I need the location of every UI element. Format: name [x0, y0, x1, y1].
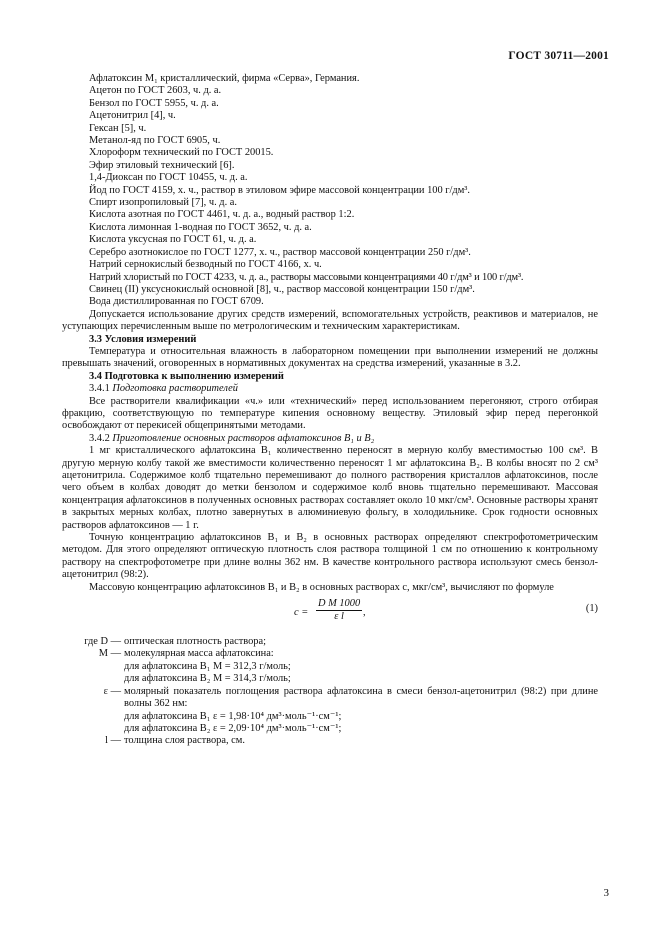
reagent-item: Хлороформ технический по ГОСТ 20015. — [89, 147, 274, 159]
definition-line: толщина слоя раствора, см. — [124, 735, 245, 747]
formula-number: (1) — [585, 603, 598, 615]
section-number: 3.4.1 — [89, 383, 110, 395]
reagent-item: Натрий сернокислый безводный по ГОСТ 4166, х. ч. — [89, 259, 322, 271]
reagent-item: Свинец (II) уксуснокислый основной [8], ч., раствор массовой концентрации 150 г/дм³. — [89, 283, 475, 295]
reagent-item: Натрий хлористый по ГОСТ 4233, ч. д. а., растворы массовыми концентрациями 40 г/дм³ и 100 г/дм³. — [89, 271, 524, 283]
definition-term: l — — [105, 735, 121, 747]
reagent-item: 1,4-Диоксан по ГОСТ 10455, ч. д. а. — [89, 172, 248, 184]
definition-text — [124, 648, 598, 685]
reagent-item: Кислота лимонная 1-водная по ГОСТ 3652, ч. д. а. — [89, 221, 312, 233]
formula-numerator: D M 1000 — [316, 598, 362, 611]
definition-line: для афлатоксина B₂ ε = 2,09·10⁴ дм³·моль⁻¹·см⁻¹; — [124, 722, 342, 734]
section-3-3-text: Температура и относительная влажность в лабораторном помещении при выполнении измерений не должны превышать значений, оговоренных в нормативных документах на средства измерений, указанные в 3.2. — [62, 345, 598, 370]
section-number: 3.4.2 — [89, 432, 110, 444]
section-3-4-heading: 3.4 Подготовка к выполнению измерений — [89, 370, 284, 382]
reagent-item: Бензол по ГОСТ 5955, ч. д. а. — [89, 97, 219, 109]
running-header: ГОСТ 30711—2001 — [508, 50, 609, 62]
reagent-item: Ацетонитрил [4], ч. — [89, 110, 176, 122]
formula-fraction — [316, 598, 362, 624]
variable-definitions — [62, 636, 598, 748]
definition-text — [124, 735, 598, 747]
paragraph-stock-preparation: 1 мг кристаллического афлатоксина B₁ количественно переносят в мерную колбу вместимостью 100 см³. В другую мерную колбу такой же вместимости количественно переносят 1 мг афлатоксина B₂. В колбы вносят по 2 см³ ацетонитрила. Содержимое колб тщательно перемешивают до полного растворения кристаллов афлатоксинов, после чего объем в колбах доводят до метки бензолом и содержимое колб вновь тщательно перемешивают. Массовая концентрация афлатоксинов в полученных основных растворах составляет около 10 мкг/см³. Основные растворы хранят в закрытых мерных колбах, плотно завернутых в алюминиевую фольгу, в холодильнике. Срок годности основных растворов афлатоксинов — 1 г. — [62, 445, 598, 531]
page-content — [62, 73, 598, 748]
reagent-item: Вода дистиллированная по ГОСТ 6709. — [89, 296, 264, 308]
definition-line: для афлатоксина B₁ ε = 1,98·10⁴ дм³·моль⁻¹·см⁻¹; — [124, 710, 342, 722]
definition-text — [124, 686, 598, 736]
definition-line: оптическая плотность раствора; — [124, 636, 266, 648]
reagent-item: Гексан [5], ч. — [89, 122, 147, 134]
formula-denominator: ε l — [334, 611, 344, 623]
definition-item — [62, 686, 598, 736]
reagent-item: Афлатоксин M₁ кристаллический, фирма «Серва», Германия. — [89, 73, 360, 84]
reagent-item: Эфир этиловый технический [6]. — [89, 159, 235, 171]
reagent-item: Йод по ГОСТ 4159, х. ч., раствор в этиловом эфире массовой концентрации 100 г/дм³. — [89, 184, 471, 196]
paragraph-mass-concentration: Массовую концентрацию афлатоксинов B₁ и B₂ в основных растворах c, мкг/см³, вычисляют по формуле — [89, 581, 554, 593]
paragraph-allowed-substitutes: Допускается использование других средств измерений, вспомогательных устройств, реактивов и материалов, не уступающих перечисленным выше по метрологическим и техническим характеристикам. — [62, 308, 598, 333]
reagent-item: Кислота уксусная по ГОСТ 61, ч. д. а. — [89, 234, 257, 246]
section-3-4-2-heading — [62, 433, 598, 445]
formula-comma: , — [363, 607, 366, 619]
section-title: Подготовка растворителей — [112, 383, 238, 395]
reagent-item: Ацетон по ГОСТ 2603, ч. д. а. — [89, 85, 222, 97]
definition-term: где D — — [84, 636, 121, 648]
section-title: Приготовление основных растворов афлатоксинов B₁ и B₂ — [112, 432, 375, 444]
formula-1 — [62, 598, 598, 632]
formula-lhs: c = — [294, 607, 309, 619]
definition-term: ε — — [103, 685, 121, 697]
definition-item — [62, 735, 598, 747]
definition-line: молярный показатель поглощения раствора афлатоксина в смеси бензол-ацетонитрил (98:2) при длине волны 362 нм: — [124, 685, 598, 710]
definition-line: молекулярная масса афлатоксина: — [124, 648, 274, 660]
reagent-item: Спирт изопропиловый [7], ч. д. а. — [89, 197, 237, 209]
reagent-item: Метанол-яд по ГОСТ 6905, ч. — [89, 135, 221, 147]
reagent-item: Кислота азотная по ГОСТ 4461, ч. д. а., водный раствор 1:2. — [89, 209, 355, 221]
reagent-list — [62, 73, 598, 309]
section-3-3-heading: 3.3 Условия измерений — [89, 333, 197, 345]
section-3-4-1-text: Все растворители квалификации «ч.» или «технический» перед использованием перегоняют, строго отбирая фракцию, соответствующую по температуре кипения основному веществу. Этиловый эфир перед перегонкой освобождают от перекисей общепринятыми методами. — [62, 395, 598, 432]
definition-term: M — — [98, 648, 121, 660]
definition-line: для афлатоксина B₂ M = 314,3 г/моль; — [124, 673, 291, 685]
section-3-4-1-heading — [62, 383, 598, 395]
definition-line: для афлатоксина B₁ M = 312,3 г/моль; — [124, 660, 291, 672]
definition-item — [62, 648, 598, 685]
reagent-item: Серебро азотнокислое по ГОСТ 1277, х. ч., раствор массовой концентрации 250 г/дм³. — [89, 246, 471, 258]
definition-text — [124, 636, 598, 648]
page-number: 3 — [603, 887, 609, 899]
paragraph-exact-concentration: Точную концентрацию афлатоксинов B₁ и B₂ в основных растворах определяют спектрофотометрическим методом. Для этого определяют оптическую плотность слоя раствора толщиной 1 см по отношению к контрольному раствору на спектрофотометре при длине волны 362 нм. В качестве контрольного раствора используют смесь бензол-ацетонитрил (98:2). — [62, 532, 598, 581]
definition-item — [62, 636, 598, 648]
